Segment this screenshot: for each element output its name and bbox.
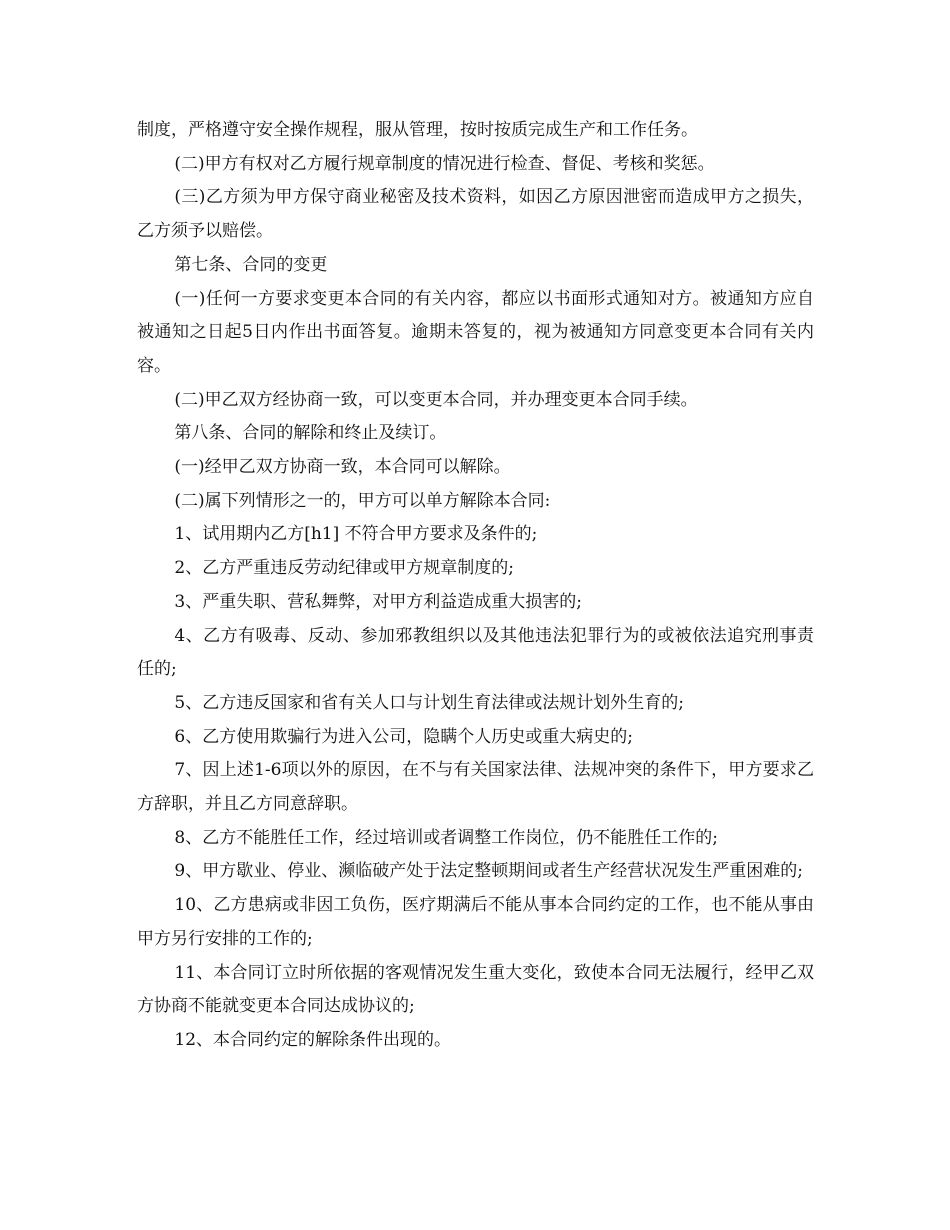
section-heading: 第七条、合同的变更	[174, 254, 328, 275]
list-item: 8、乙方不能胜任工作，经过培训或者调整工作岗位，仍不能胜任工作的;	[174, 827, 718, 848]
paragraph: (二)属下列情形之一的，甲方可以单方解除本合同:	[174, 490, 551, 511]
list-item: 2、乙方严重违反劳动纪律或甲方规章制度的;	[174, 558, 514, 579]
paragraph: (一)经甲乙双方协商一致，本合同可以解除。	[174, 457, 511, 478]
section-heading: 第八条、合同的解除和终止及续订。	[174, 423, 447, 444]
list-item: 11、本合同订立时所依据的客观情况发生重大变化，致使本合同无法履行，经甲乙双方协商不能就变更本合同达成协议的;	[137, 962, 814, 1017]
paragraph: (一)任何一方要求变更本合同的有关内容，都应以书面形式通知对方。被通知方应自被通知之日起5日内作出书面答复。逾期未答复的，视为被通知方同意变更本合同有关内容。	[137, 288, 814, 376]
paragraph: (二)甲方有权对乙方履行规章制度的情况进行检查、督促、考核和奖惩。	[174, 153, 715, 174]
paragraph: 制度，严格遵守安全操作规程，服从管理，按时按质完成生产和工作任务。	[137, 120, 698, 140]
document-body	[137, 114, 814, 1058]
list-item: 1、试用期内乙方[h1] 不符合甲方要求及条件的;	[174, 524, 538, 545]
list-item: 6、乙方使用欺骗行为进入公司，隐瞒个人历史或重大病史的;	[174, 726, 633, 747]
list-item: 7、因上述1-6项以外的原因，在不与有关国家法律、法规冲突的条件下，甲方要求乙方辞职，并且乙方同意辞职。	[137, 760, 814, 815]
list-item: 9、甲方歇业、停业、濒临破产处于法定整顿期间或者生产经营状况发生严重困难的;	[174, 861, 803, 882]
paragraph: (二)甲乙双方经协商一致，可以变更本合同，并办理变更本合同手续。	[174, 389, 698, 410]
list-item: 12、本合同约定的解除条件出现的。	[174, 1029, 452, 1050]
list-item: 3、严重失职、营私舞弊，对甲方利益造成重大损害的;	[174, 591, 582, 612]
list-item: 5、乙方违反国家和省有关人口与计划生育法律或法规计划外生育的;	[174, 692, 684, 713]
list-item: 10、乙方患病或非因工负伤，医疗期满后不能从事本合同约定的工作，也不能从事由甲方另行安排的工作的;	[137, 895, 814, 949]
list-item: 4、乙方有吸毒、反动、参加邪教组织以及其他违法犯罪行为的或被依法追究刑事责任的;	[137, 625, 814, 680]
paragraph: (三)乙方须为甲方保守商业秘密及技术资料，如因乙方原因泄密而造成甲方之损失，乙方须予以赔偿。	[137, 187, 814, 242]
